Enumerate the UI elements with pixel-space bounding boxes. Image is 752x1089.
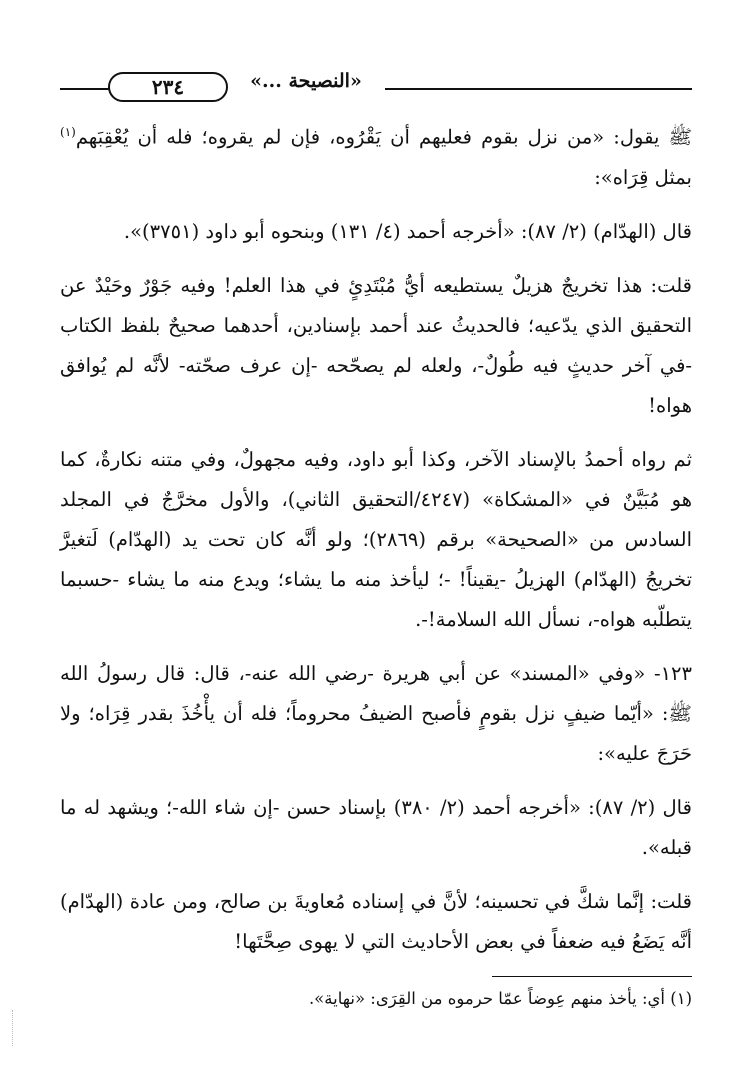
paragraph-2: قال (الهدّام) (٢/ ٨٧): «أخرجه أحمد (٤/ ١٣١) وبنحوه أبو داود (٣٧٥١)».: [123, 219, 692, 243]
running-title: «النصيحة ...»: [230, 70, 382, 92]
page-number: ٢٣٤: [108, 72, 228, 102]
paragraph-1: [60, 112, 692, 198]
footnote-reference[interactable]: (١): [60, 125, 76, 139]
paragraph-4: ثم رواه أحمدُ بالإسناد الآخر، وكذا أبو داود، وفيه مجهولٌ، وفي متنه نكارةٌ، كما هو مُبَيَّنٌ في «المشكاة» (٤٢٤٧/التحقيق الثاني)، والأول مخرَّجٌ في المجلد السادس من «الصحيحة» برقم (٢٨٦٩)؛ ولو أنَّه كان تحت يد (الهدّام) لَتغيرَّ تخريجُ (الهدّام) الهزيلُ -يقيناً! -؛ ليأخذ منه ما يشاء؛ ويدع منه ما يشاء -حسبما يتطلّبه هواه-، نسأل الله السلامة!-.: [60, 447, 692, 631]
page-header: [60, 66, 692, 106]
header-rule-left: [60, 88, 110, 90]
scan-edge-mark: [12, 1010, 19, 1046]
paragraph-7: قلت: إنَّما شكَّ في تحسينه؛ لأنَّ في إسناده مُعاويةَ بن صالح، ومن عادة (الهدّام) أنَّه يَضَعُ فيه ضعفاً في بعض الأحاديث التي لا يهوى صِحَّتَها!: [60, 889, 692, 953]
paragraph-3: قلت: هذا تخريجٌ هزيلٌ يستطيعه أيُّ مُبْتَدِئٍ في هذا العلم! وفيه جَوْرٌ وحَيْدٌ عن التحقيق الذي يدّعيه؛ فالحديثُ عند أحمد بإسنادين، أحدهما صحيحٌ بلفظ الكتاب -في آخر حديثٍ فيه طُولٌ-، ولعله لم يصحّحه -إن عرف صحّته- لأنَّه لم يُوافق هواه!: [60, 273, 692, 417]
paragraph-1-text-end: بمثل قِرَاه»:: [594, 165, 692, 189]
header-rule-right: [385, 88, 692, 90]
footnote: (١) أي: يأخذ منهم عِوضاً عمّا حرموه من القِرَى: «نهاية».: [308, 989, 692, 1008]
body-text: [60, 112, 692, 976]
paragraph-1-text: ﷺ يقول: «من نزل بقوم فعليهم أن يَقْرُوه، فإن لم يقروه؛ فله أن يُعْقِبَهم: [75, 125, 692, 149]
paragraph-5: ١٢٣- «وفي «المسند» عن أبي هريرة -رضي الله عنه-، قال: قال رسولُ الله ﷺ: «أيّما ضيفٍ نزل بقومٍ فأصبح الضيفُ محروماً؛ فله أن يأْخُذَ بقدر قِرَاه؛ ولا حَرَجَ عليه»:: [60, 661, 692, 765]
paragraph-6: قال (٢/ ٨٧): «أخرجه أحمد (٢/ ٣٨٠) بإسناد حسن -إن شاء الله-؛ ويشهد له ما قبله».: [60, 795, 692, 859]
footnote-separator: [492, 976, 692, 977]
